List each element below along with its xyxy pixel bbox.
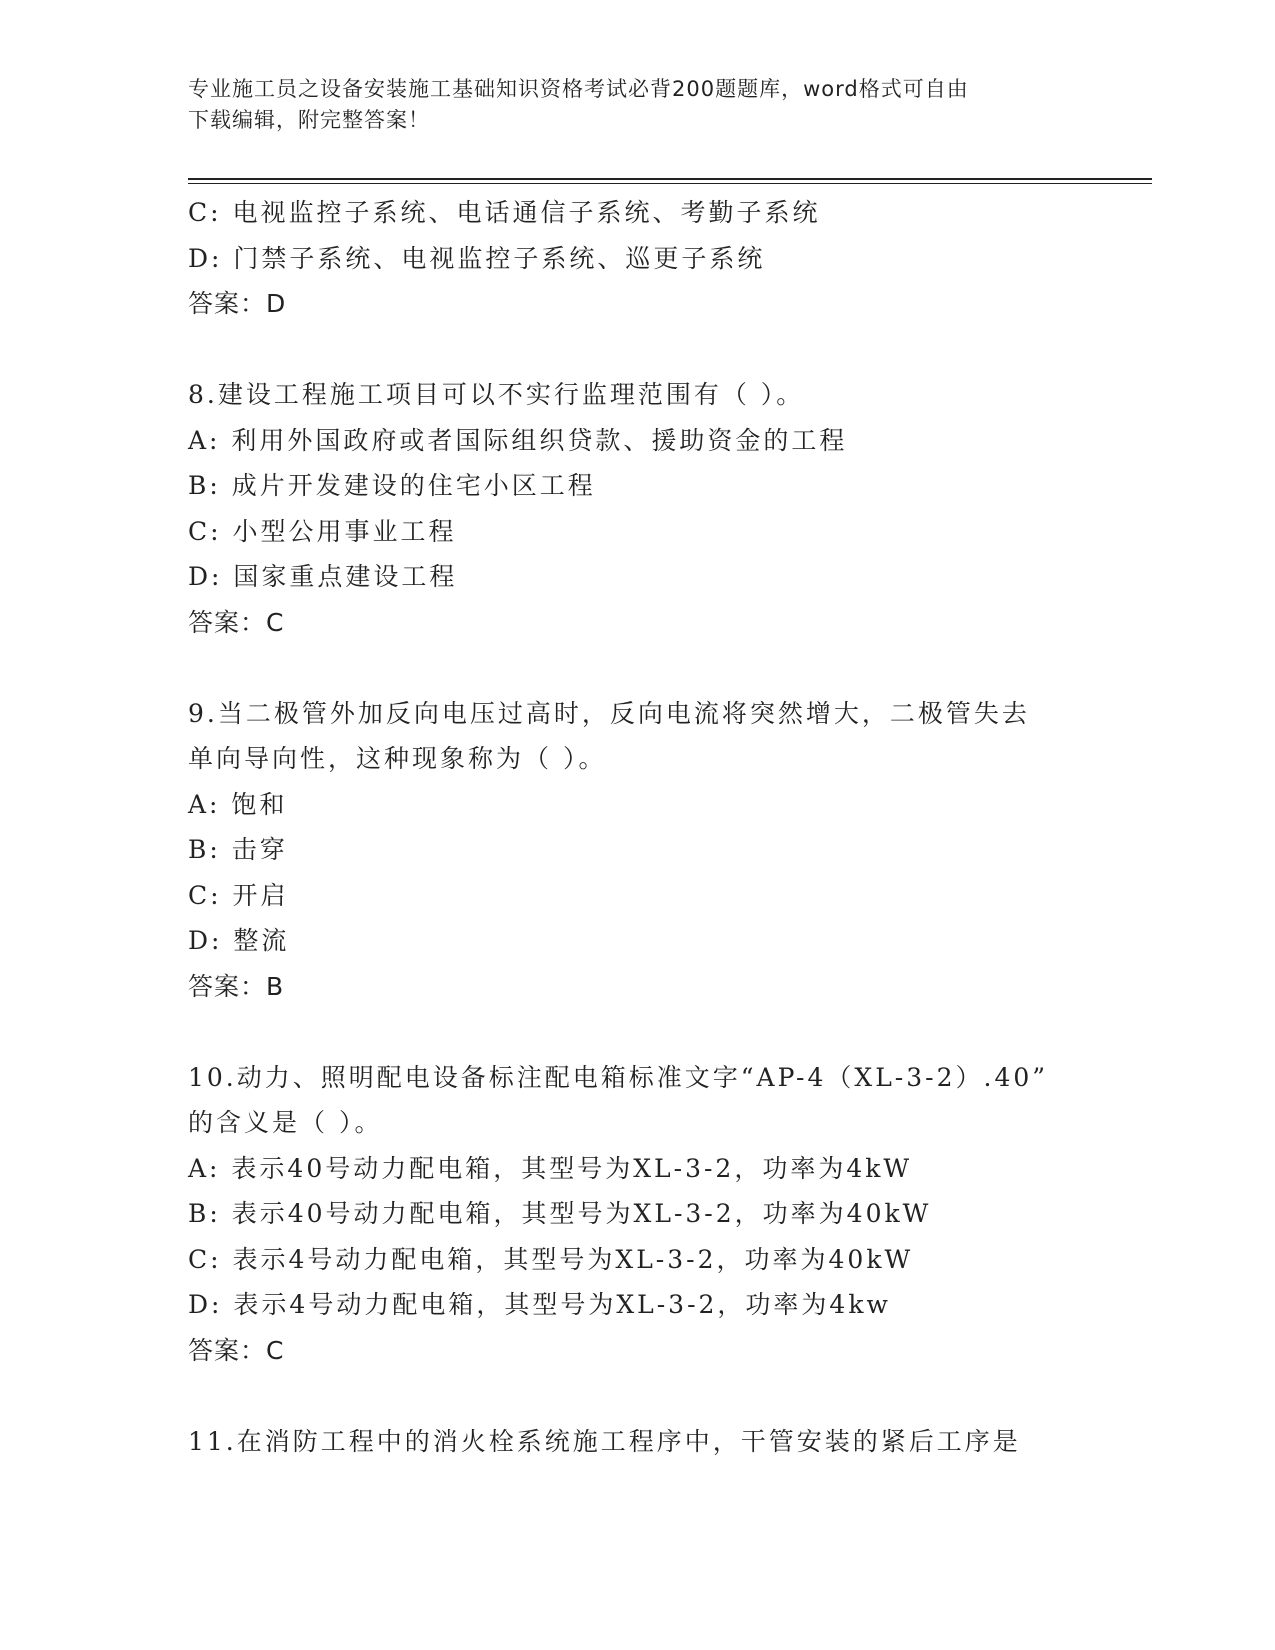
option-d: D: 门禁子系统、电视监控子系统、巡更子系统 (188, 243, 766, 273)
option-d: D: 整流 (188, 926, 290, 955)
question-10 (188, 1055, 1088, 1374)
option-a: A: 利用外国政府或者国际组织贷款、援助资金的工程 (188, 425, 848, 455)
answer-line: 答案：C (188, 607, 285, 637)
spacer (188, 1009, 1088, 1055)
option-b: B: 击穿 (188, 835, 288, 864)
option-c: C: 小型公用事业工程 (188, 516, 457, 546)
option-b: B: 表示40号动力配电箱，其型号为XL-3-2，功率为40kW (188, 1199, 932, 1228)
prev-question (188, 190, 1088, 327)
question-stem: 11.在消防工程中的消火栓系统施工程序中，干管安装的紧后工序是 (188, 1426, 1021, 1456)
spacer (188, 327, 1088, 373)
question-8 (188, 372, 1088, 645)
option-d: D: 国家重点建设工程 (188, 562, 458, 591)
header-line-2: 下载编辑，附完整答案！ (188, 108, 430, 132)
option-a: A: 表示40号动力配电箱，其型号为XL-3-2，功率为4kW (188, 1153, 913, 1183)
option-c: C: 电视监控子系统、电话通信子系统、考勤子系统 (188, 198, 821, 227)
option-c: C: 开启 (188, 880, 289, 910)
answer-line: 答案：B (188, 971, 285, 1001)
question-stem: 8.建设工程施工项目可以不实行监理范围有（ ）。 (188, 380, 805, 409)
header-line-1: 专业施工员之设备安装施工基础知识资格考试必背200题题库，word格式可自由 (188, 77, 969, 101)
question-list (188, 190, 1088, 1464)
question-stem: 9.当二极管外加反向电压过高时，反向电流将突然增大，二极管失去 (188, 698, 1030, 728)
option-a: A: 饱和 (188, 789, 288, 819)
question-9 (188, 691, 1088, 1010)
header-rule-thin (188, 183, 1152, 184)
question-stem: 10.动力、照明配电设备标注配电箱标准文字“AP-4（XL-3-2）.40” (188, 1062, 1049, 1092)
option-c: C: 表示4号动力配电箱，其型号为XL-3-2，功率为40kW (188, 1244, 914, 1274)
spacer (188, 645, 1088, 691)
spacer (188, 1373, 1088, 1419)
option-b: B: 成片开发建设的住宅小区工程 (188, 471, 596, 500)
option-d: D: 表示4号动力配电箱，其型号为XL-3-2，功率为4kw (188, 1290, 891, 1319)
answer-line: 答案：D (188, 289, 287, 318)
question-stem-cont: 的含义是（ ）。 (188, 1108, 383, 1137)
document-header (188, 74, 1068, 136)
question-11 (188, 1419, 1088, 1465)
question-stem-cont: 单向导向性，这种现象称为（ ）。 (188, 744, 607, 773)
header-rule-thick (188, 178, 1152, 180)
answer-line: 答案：C (188, 1335, 285, 1365)
